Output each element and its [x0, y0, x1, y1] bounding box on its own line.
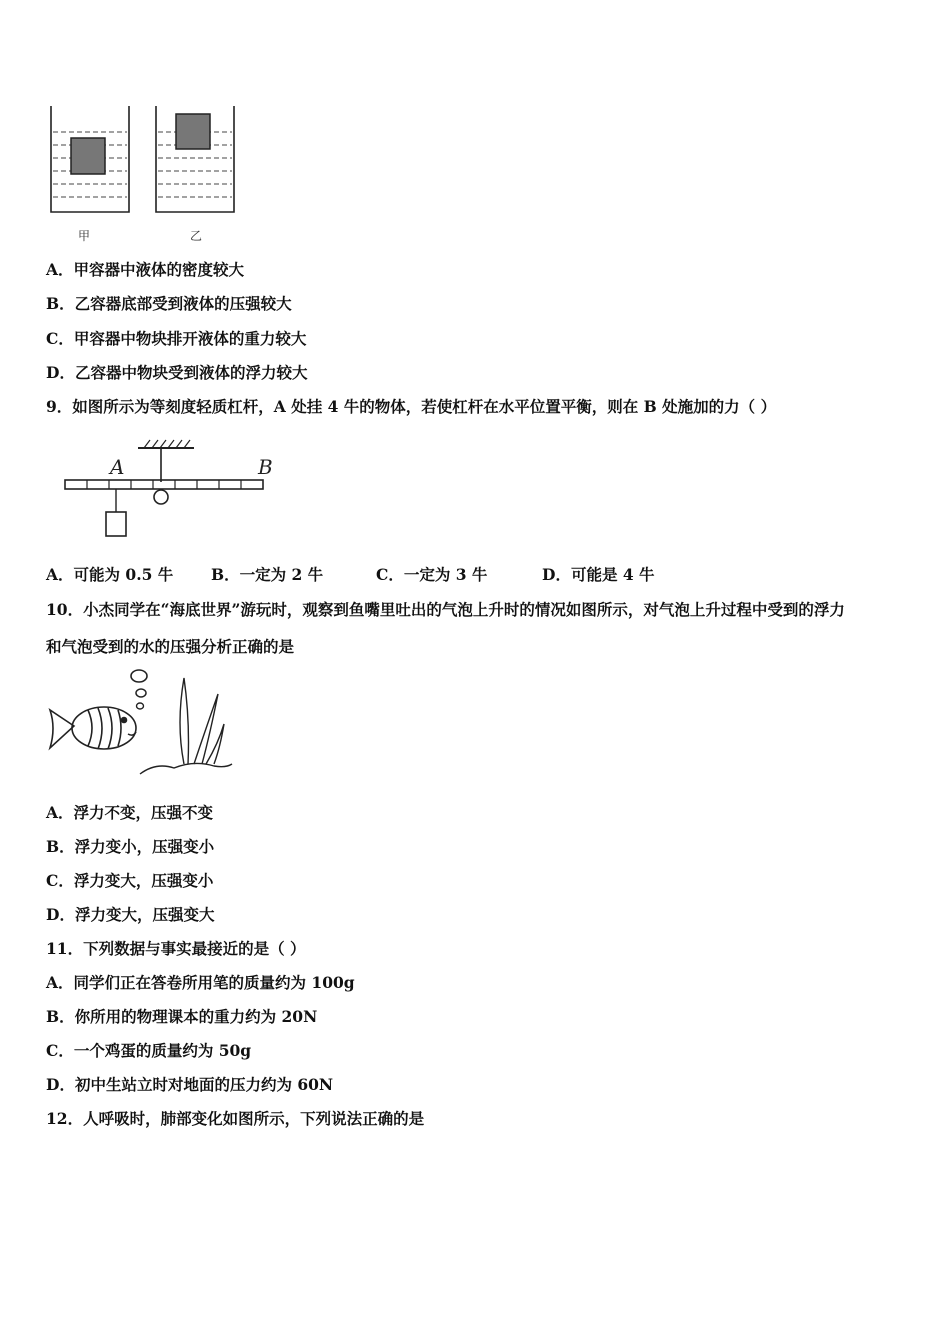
q11-stem: 11．下列数据与事实最接近的是（ ）: [46, 939, 306, 958]
q9-option-b: B．一定为 2 牛: [211, 565, 324, 584]
q8-option-a: A．甲容器中液体的密度较大: [46, 260, 245, 279]
bubble-small: [137, 703, 144, 709]
lever-bar: [65, 480, 263, 489]
q10-fish-figure: [44, 664, 234, 792]
pivot: [154, 490, 168, 504]
q11-option-c: C．一个鸡蛋的质量约为 50g: [46, 1041, 252, 1060]
q12-stem: 12．人呼吸时，肺部变化如图所示，下列说法正确的是: [46, 1109, 425, 1128]
q11-option-b: B．你所用的物理课本的重力约为 20N: [46, 1007, 318, 1026]
q10-option-d: D．浮力变大，压强变大: [46, 905, 215, 924]
q10-stem-line1: 10．小杰同学在“海底世界”游玩时，观察到鱼嘴里吐出的气泡上升时的情况如图所示，对气泡上升过程中受到的浮力: [46, 600, 845, 619]
fish: [50, 707, 136, 749]
label-a: A: [110, 455, 125, 479]
q11-option-a: A．同学们正在答卷所用笔的质量约为 100g: [46, 973, 355, 992]
q9-stem: 9．如图所示为等刻度轻质杠杆，A 处挂 4 牛的物体，若使杠杆在水平位置平衡，则在 B 处施加的力（ ）: [46, 397, 777, 416]
label-yi: 乙: [189, 229, 203, 243]
block-jia: [71, 138, 105, 174]
q10-option-c: C．浮力变大，压强变小: [46, 871, 214, 890]
seaweed: [180, 678, 224, 764]
q8-containers-figure: [44, 100, 244, 250]
q9-lever-figure: [60, 436, 290, 546]
bubble-large: [131, 670, 147, 682]
bubble-medium: [136, 689, 146, 697]
q8-option-c: C．甲容器中物块排开液体的重力较大: [46, 329, 307, 348]
q11-option-d: D．初中生站立时对地面的压力约为 60N: [46, 1075, 334, 1094]
q9-option-a: A．可能为 0.5 牛: [46, 565, 174, 584]
q9-option-d: D．可能是 4 牛: [542, 565, 655, 584]
block-yi: [176, 114, 210, 149]
label-b: B: [258, 455, 273, 479]
q10-option-a: A．浮力不变，压强不变: [46, 803, 214, 822]
seabed: [140, 763, 232, 774]
q10-option-b: B．浮力变小，压强变小: [46, 837, 215, 856]
q9-option-c: C．一定为 3 牛: [376, 565, 488, 584]
q8-option-b: B．乙容器底部受到液体的压强较大: [46, 294, 292, 313]
label-jia: 甲: [77, 229, 91, 243]
weight-block: [106, 512, 126, 536]
q10-stem-line2: 和气泡受到的水的压强分析正确的是: [46, 637, 295, 656]
q8-option-d: D．乙容器中物块受到液体的浮力较大: [46, 363, 308, 382]
